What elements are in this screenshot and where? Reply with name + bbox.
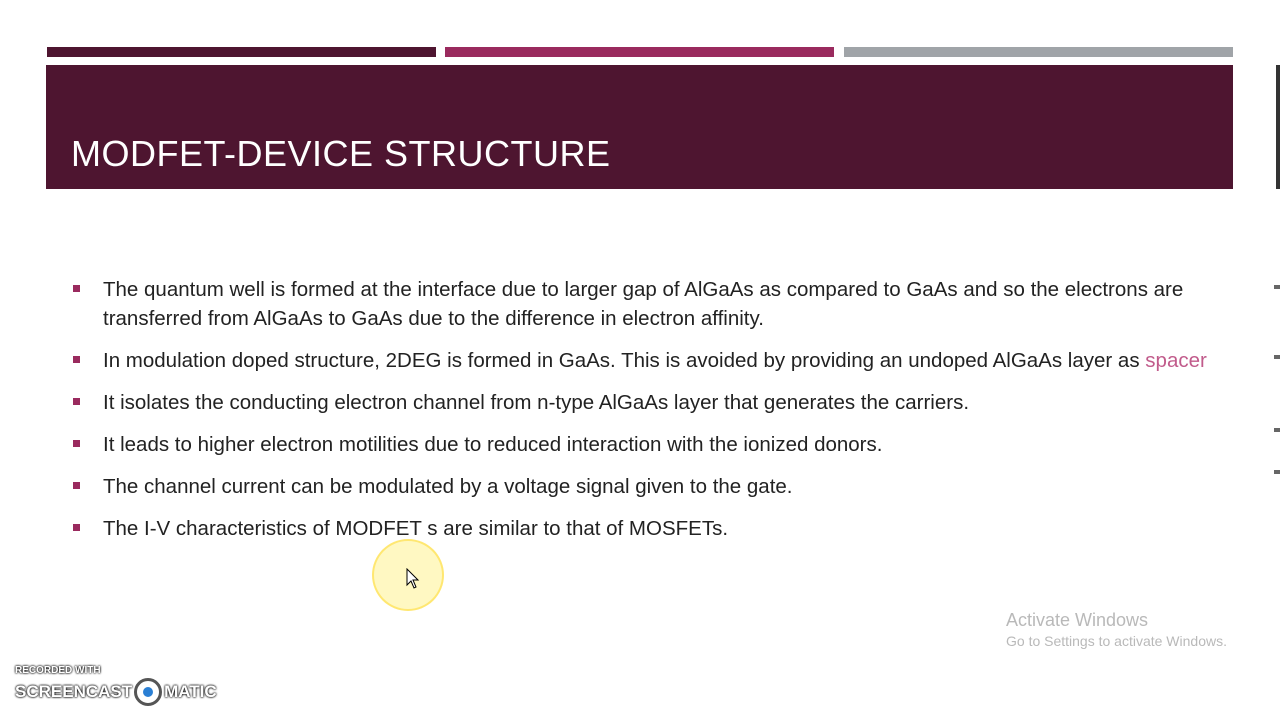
activate-subtitle: Go to Settings to activate Windows.: [1006, 633, 1227, 649]
bullet-text: The I-V characteristics of MODFET s are similar to that of MOSFETs.: [103, 517, 729, 540]
square-bullet-icon: [73, 440, 80, 447]
bullet-list: [70, 275, 1220, 556]
screencast-watermark: [15, 665, 217, 706]
bullet-text: The channel current can be modulated by a voltage signal given to the gate.: [103, 475, 793, 498]
bullet-item: [70, 430, 1220, 459]
top-accent-bar-magenta: [445, 47, 834, 57]
bullet-item: [70, 275, 1220, 333]
next-slide-edge: [1276, 65, 1280, 189]
top-accent-bar-dark: [47, 47, 436, 57]
edge-mark: [1274, 285, 1280, 289]
bullet-text: The quantum well is formed at the interface due to larger gap of AlGaAs as compared to GaAs and so the electrons are transferred from AlGaAs to GaAs due to the difference in electron affinity.: [103, 278, 1184, 330]
activate-title: Activate Windows: [1006, 610, 1149, 630]
recorded-with-label: RECORDED WITH: [15, 665, 101, 676]
screencast-brand: [15, 678, 217, 706]
bullet-text: It leads to higher electron motilities due to reduced interaction with the ionized donors.: [103, 433, 883, 456]
title-band: [46, 65, 1233, 189]
edge-mark: [1274, 470, 1280, 474]
edge-mark: [1274, 428, 1280, 432]
mouse-pointer-icon: [406, 568, 420, 590]
brand-left: SCREENCAST: [15, 682, 133, 701]
edge-mark: [1274, 355, 1280, 359]
square-bullet-icon: [73, 285, 80, 292]
spacer-highlight: spacer: [1145, 349, 1207, 372]
activate-windows-notice: [1006, 610, 1227, 649]
square-bullet-icon: [73, 524, 80, 531]
square-bullet-icon: [73, 356, 80, 363]
slide-title: MODFET-DEVICE STRUCTURE: [71, 133, 611, 174]
bullet-item: [70, 388, 1220, 417]
top-accent-bar-gray: [844, 47, 1233, 57]
screencast-logo-icon: [134, 678, 162, 706]
bullet-item: [70, 472, 1220, 501]
brand-right: MATIC: [164, 682, 217, 701]
bullet-item: [70, 346, 1220, 375]
square-bullet-icon: [73, 398, 80, 405]
bullet-text: It isolates the conducting electron channel from n-type AlGaAs layer that generates the carriers.: [103, 391, 970, 414]
bullet-item: [70, 514, 1220, 543]
bullet-text: In modulation doped structure, 2DEG is formed in GaAs. This is avoided by providing an undoped AlGaAs layer as: [103, 349, 1140, 372]
square-bullet-icon: [73, 482, 80, 489]
